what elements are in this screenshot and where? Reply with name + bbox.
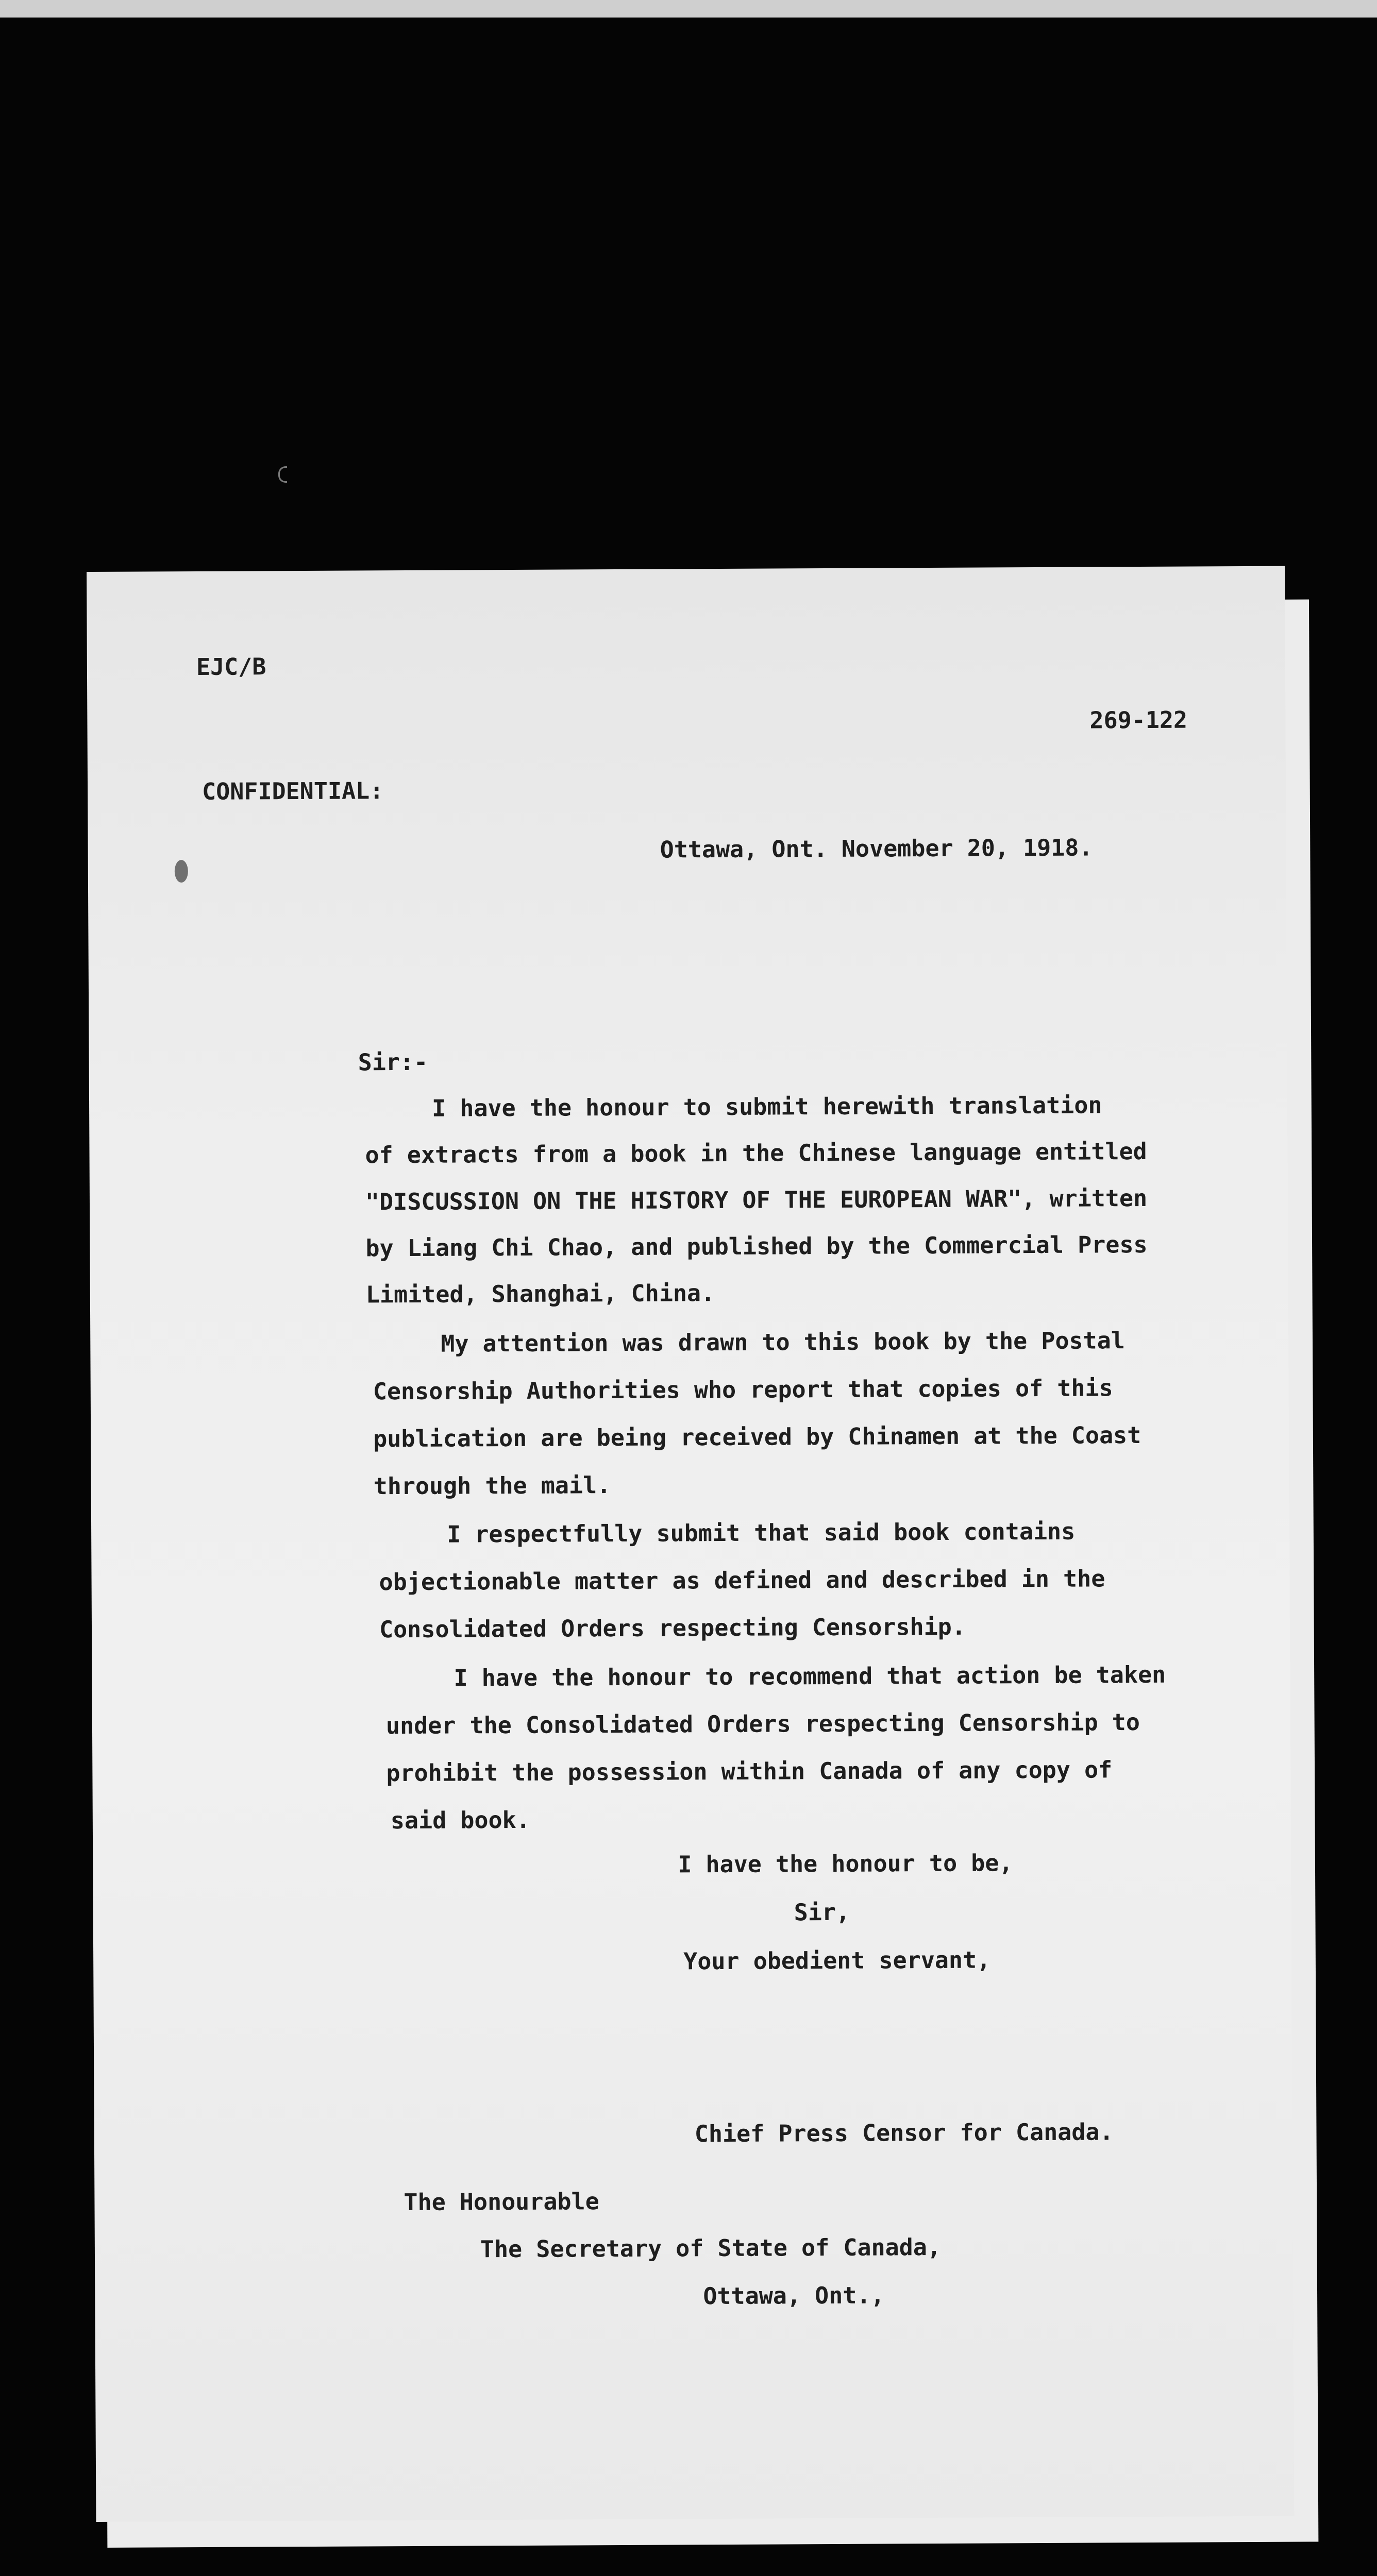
salutation: Sir:-	[358, 1048, 428, 1076]
closing-line: I have the honour to be,	[678, 1849, 1013, 1878]
body-line: through the mail.	[373, 1471, 611, 1500]
letter-page	[87, 566, 1294, 2522]
body-line: I have the honour to recommend that action be taken	[454, 1660, 1166, 1692]
signature-title: Chief Press Censor for Canada.	[694, 2118, 1114, 2148]
body-line: of extracts from a book in the Chinese language entitled	[365, 1137, 1147, 1169]
dateline: Ottawa, Ont. November 20, 1918.	[660, 834, 1093, 863]
body-line: by Liang Chi Chao, and published by the Commercial Press	[365, 1230, 1148, 1262]
body-line: I respectfully submit that said book contains	[447, 1517, 1076, 1548]
body-line: under the Consolidated Orders respecting Censorship to	[385, 1708, 1140, 1740]
file-number: 269-122	[1089, 706, 1188, 734]
body-line: Censorship Authorities who report that copies of this	[373, 1374, 1113, 1405]
body-line: prohibit the possession within Canada of any copy of	[386, 1756, 1113, 1787]
body-line: Limited, Shanghai, China.	[365, 1279, 715, 1309]
body-line: Consolidated Orders respecting Censorship.	[379, 1613, 966, 1643]
classification: CONFIDENTIAL:	[201, 777, 384, 805]
body-line: I have the honour to submit herewith translation	[431, 1091, 1102, 1122]
body-line: "DISCUSSION ON THE HISTORY OF THE EUROPEAN WAR", written	[365, 1184, 1148, 1216]
film-top-strip	[0, 0, 1377, 18]
punch-hole	[175, 860, 188, 883]
closing-line: Sir,	[794, 1898, 850, 1926]
addressee-line: The Honourable	[404, 2188, 599, 2216]
film-speck	[278, 466, 287, 483]
body-line: objectionable matter as defined and described in the	[379, 1565, 1105, 1596]
body-line: My attention was drawn to this book by the Postal	[441, 1327, 1125, 1358]
addressee-line: The Secretary of State of Canada,	[480, 2233, 942, 2263]
closing-line: Your obedient servant,	[683, 1946, 991, 1975]
body-line: publication are being received by Chinamen at the Coast	[373, 1421, 1141, 1453]
body-line: said book.	[390, 1806, 530, 1835]
addressee-line: Ottawa, Ont.,	[703, 2281, 885, 2310]
ref-initials: EJC/B	[196, 653, 266, 681]
